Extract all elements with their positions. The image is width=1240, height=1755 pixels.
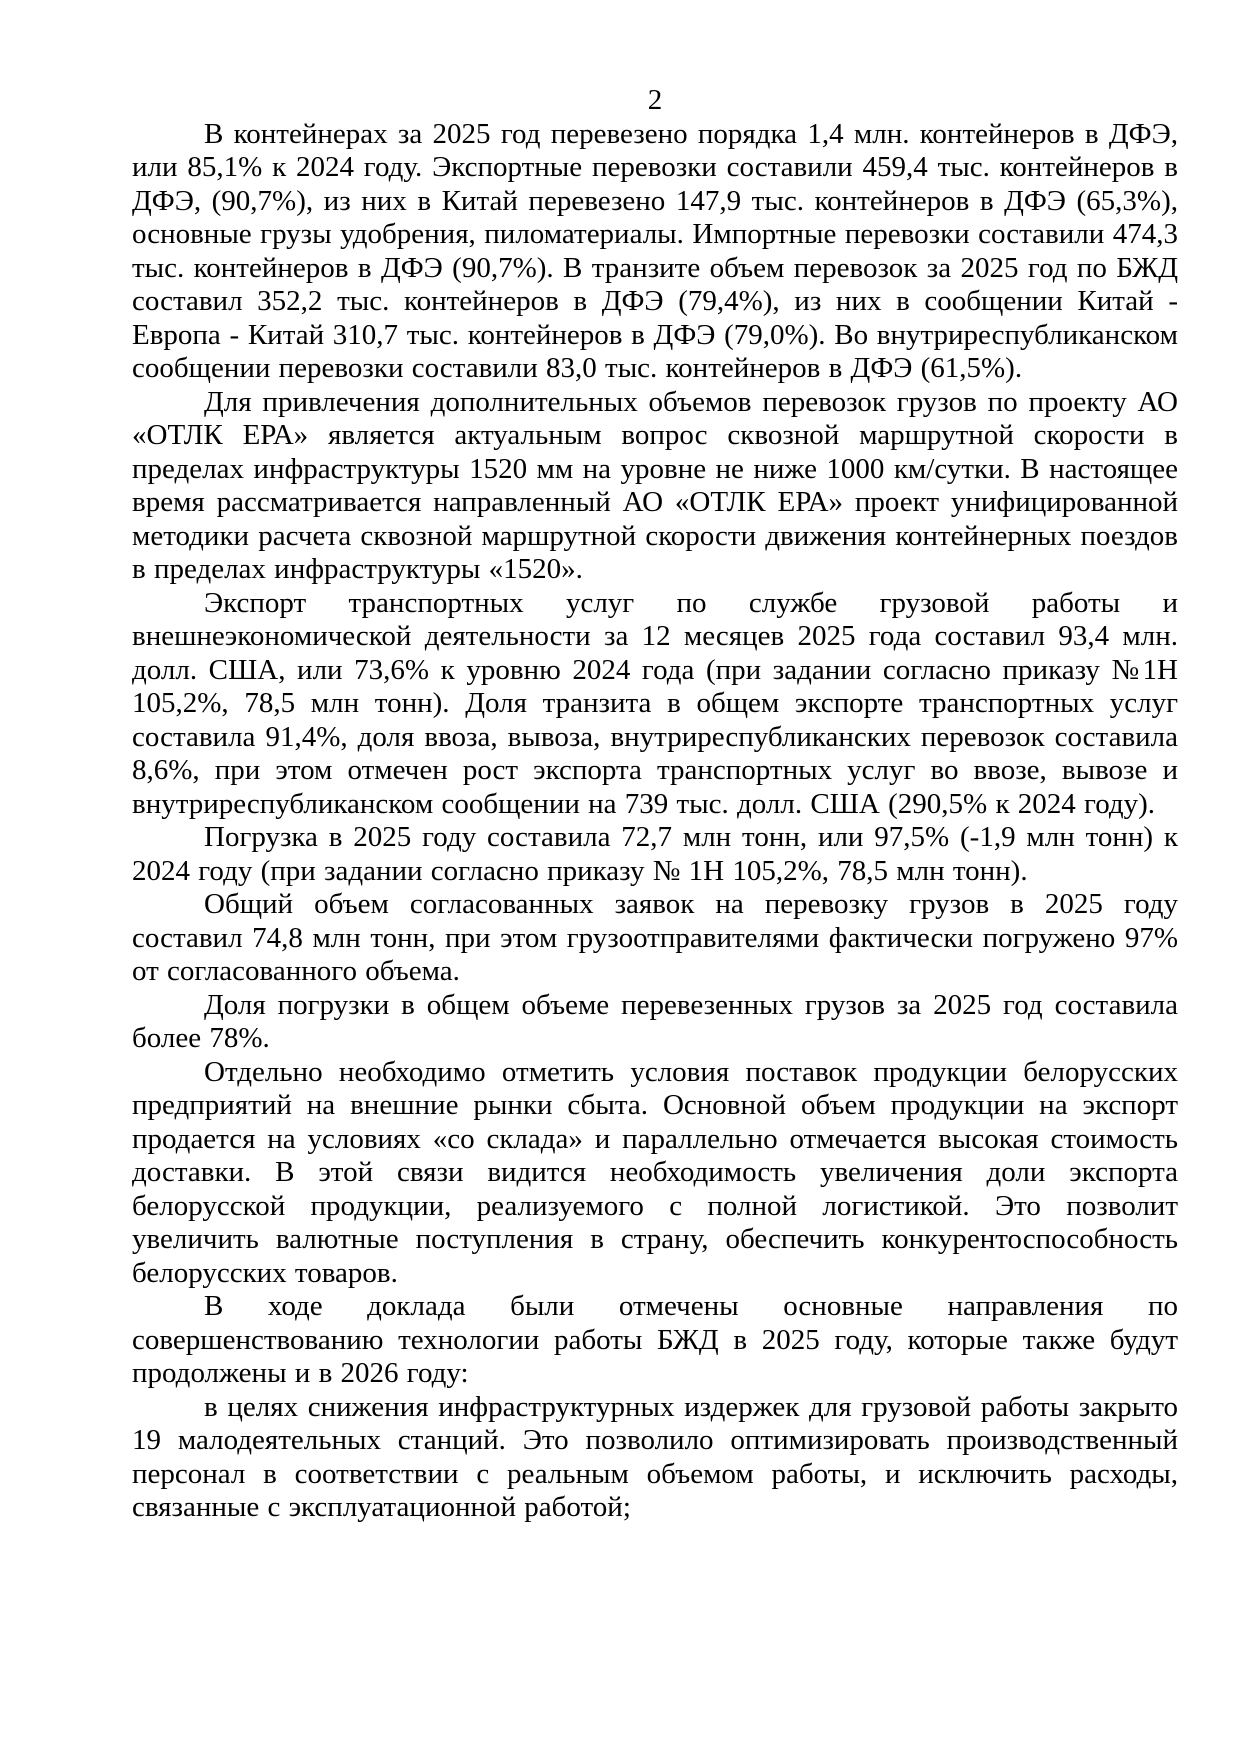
paragraph-otlk-era-project: Для привлечения дополнительных объемов перевозок грузов по проекту АО «ОТЛК ЕРА» является актуальным вопрос сквозной маршрутной скорости в пределах инфраструктуры 1520 мм на уровне не ниже 1000 км/сутки. В настоящее время рассматривается направленный АО «ОТЛК ЕРА» проект унифицированной методики расчета сквозной маршрутной скорости движения контейнерных поездов в пределах инфраструктуры «1520». (132, 385, 1178, 585)
paragraph-transport-services-export: Экспорт транспортных услуг по службе грузовой работы и внешнеэкономической деятельности за 12 месяцев 2025 года составил 93,4 млн. долл. США, или 73,6% к уровню 2024 года (при задании согласно приказу №1Н 105,2%, 78,5 млн тонн). Доля транзита в общем экспорте транспортных услуг составила 91,4%, доля ввоза, вывоза, внутриреспубликанских перевозок составила 8,6%, при этом отмечен рост экспорта транспортных услуг во ввозе, вывозе и внутриреспубликанском сообщении на 739 тыс. долл. США (290,5% к 2024 году). (132, 586, 1178, 820)
paragraph-loading-2025: Погрузка в 2025 году составила 72,7 млн тонн, или 97,5% (-1,9 млн тонн) к 2024 году (при задании согласно приказу № 1Н 105,2%, 78,5 млн тонн). (132, 821, 1178, 887)
paragraph-loading-share: Доля погрузки в общем объеме перевезенных грузов за 2025 год составила более 78%. (132, 988, 1178, 1054)
paragraph-approved-requests: Общий объем согласованных заявок на перевозку грузов в 2025 году составил 74,8 млн тонн, при этом грузоотправителями фактически погружено 97% от согласованного объема. (132, 888, 1178, 987)
paragraph-infrastructure-costs: в целях снижения инфраструктурных издержек для грузовой работы закрыто 19 малодеятельных станций. Это позволило оптимизировать производственный персонал в соответствии с реальным объемом работы, и исключить расходы, связанные с эксплуатационной работой; (132, 1390, 1178, 1523)
paragraph-report-directions: В ходе доклада были отмечены основные направления по совершенствованию технологии работы БЖД в 2025 году, которые также будут продолжены и в 2026 году: (132, 1290, 1178, 1389)
paragraph-export-conditions: Отдельно необходимо отметить условия поставок продукции белорусских предприятий на внешние рынки сбыта. Основной объем продукции на экспорт продается на условиях «со склада» и параллельно отмечается высокая стоимость доставки. В этой связи видится необходимость увеличения доли экспорта белорусской продукции, реализуемого с полной логистикой. Это позволит увеличить валютные поступления в страну, обеспечить конкурентоспособность белорусских товаров. (132, 1055, 1178, 1289)
page-number: 2 (647, 84, 663, 116)
paragraph-containers-volume: В контейнерах за 2025 год перевезено порядка 1,4 млн. контейнеров в ДФЭ, или 85,1% к 2024 году. Экспортные перевозки составили 459,4 тыс. контейнеров в ДФЭ, (90,7%), из них в Китай перевезено 147,9 тыс. контейнеров в ДФЭ (65,3%), основные грузы удобрения, пиломатериалы. Импортные перевозки составили 474,3 тыс. контейнеров в ДФЭ (90,7%). В транзите объем перевозок за 2025 год по БЖД составил 352,2 тыс. контейнеров в ДФЭ (79,4%), из них в сообщении Китай - Европа - Китай 310,7 тыс. контейнеров в ДФЭ (79,0%). Во внутриреспубликанском сообщении перевозки составили 83,0 тыс. контейнеров в ДФЭ (61,5%). (132, 117, 1178, 384)
